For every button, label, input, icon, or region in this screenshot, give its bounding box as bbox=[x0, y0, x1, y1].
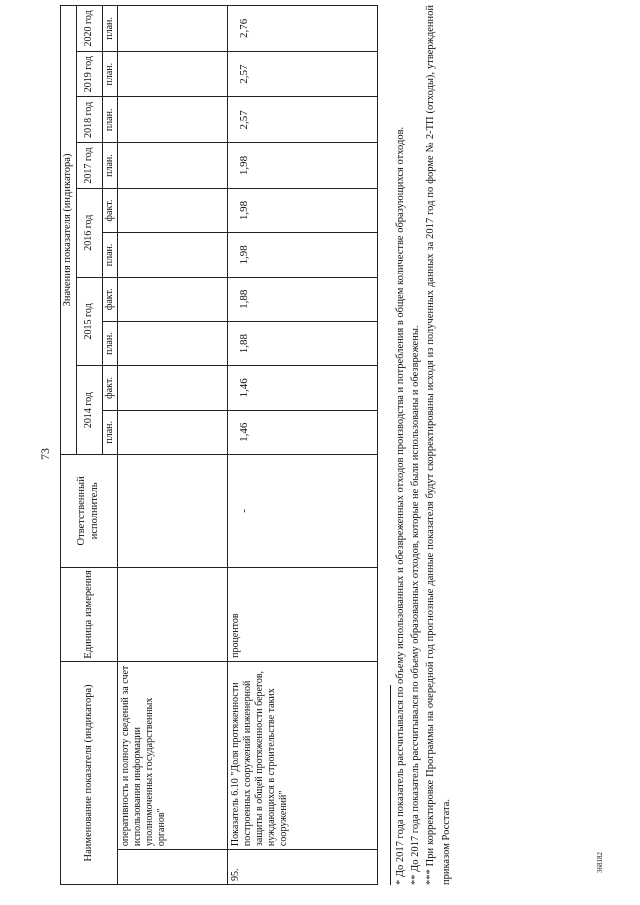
table-row bbox=[227, 6, 377, 885]
header-year-2015: 2015 год bbox=[76, 277, 102, 366]
value-cell bbox=[117, 366, 227, 410]
header-year-2019: 2019 год bbox=[76, 51, 102, 97]
value-cell bbox=[117, 6, 227, 52]
header-indicator-name: Наименование показателя (индикатора) bbox=[61, 661, 118, 884]
header-year-2014: 2014 год bbox=[76, 366, 102, 455]
value-cell: 2,76 bbox=[227, 6, 377, 52]
value-cell bbox=[117, 51, 227, 97]
header-fact: факт. bbox=[102, 188, 117, 232]
value-cell: 1,88 bbox=[227, 321, 377, 365]
footnote-1: * До 2017 года показатель рассчитывался по объему использованных и обезвреженных отходов производства и потребления в общем количестве образующихся отходов. bbox=[395, 126, 406, 885]
value-cell bbox=[117, 188, 227, 232]
header-year-2018: 2018 год bbox=[76, 97, 102, 143]
footnote-2: ** До 2017 года показатель рассчитывался по объему образованных отходов, которые не были использованы и обезврежены. bbox=[410, 325, 422, 885]
row-number bbox=[117, 850, 227, 885]
indicator-unit: процентов bbox=[227, 567, 377, 661]
header-plan: план. bbox=[102, 233, 117, 277]
footnote-separator bbox=[390, 685, 391, 885]
header-executor: Ответственный исполнитель bbox=[61, 454, 118, 567]
footnotes bbox=[390, 5, 454, 885]
value-cell bbox=[117, 143, 227, 189]
header-fact: факт. bbox=[102, 366, 117, 410]
header-plan: план. bbox=[102, 6, 117, 52]
header-fact: факт. bbox=[102, 277, 117, 321]
value-cell: 1,46 bbox=[227, 410, 377, 454]
page-number: 73 bbox=[38, 448, 52, 460]
value-cell bbox=[117, 321, 227, 365]
value-cell bbox=[117, 97, 227, 143]
header-year-2020: 2020 год bbox=[76, 6, 102, 52]
header-values: Значения показателя (индикатора) bbox=[61, 6, 77, 455]
header-plan: план. bbox=[102, 321, 117, 365]
header-unit: Единица измерения bbox=[61, 567, 118, 661]
indicator-executor bbox=[117, 454, 227, 567]
indicator-executor: - bbox=[227, 454, 377, 567]
header-plan: план. bbox=[102, 51, 117, 97]
value-cell bbox=[117, 410, 227, 454]
value-cell: 2,57 bbox=[227, 97, 377, 143]
value-cell: 1,98 bbox=[227, 233, 377, 277]
header-plan: план. bbox=[102, 143, 117, 189]
header-year-2016: 2016 год bbox=[76, 188, 102, 277]
value-cell: 1,98 bbox=[227, 188, 377, 232]
value-cell: 1,46 bbox=[227, 366, 377, 410]
indicator-name: Показатель 6.10 "Доля протяженности построенных сооружений инженерной защиты в общей протяженности берегов, нуждающихся в строительстве таких сооружений" bbox=[227, 661, 377, 849]
value-cell: 1,98 bbox=[227, 143, 377, 189]
header-plan: план. bbox=[102, 97, 117, 143]
value-cell: 2,57 bbox=[227, 51, 377, 97]
table-row bbox=[117, 6, 227, 885]
footnote-3: *** При корректировке Программы на очередной год прогнозные данные показателя будут скорректированы исходя из полученных данных за 2017 год по форме № 2-ТП (отходы), утвержденной приказом Росстата. bbox=[425, 5, 452, 885]
header-year-2017: 2017 год bbox=[76, 143, 102, 189]
indicator-name: оперативность и полноту сведений за счет использования информации уполномоченных государственных органов" bbox=[117, 661, 227, 849]
document-id: 368182 bbox=[596, 852, 604, 873]
rotated-page-content bbox=[48, 5, 640, 885]
indicators-table bbox=[60, 5, 378, 885]
value-cell bbox=[117, 233, 227, 277]
row-number: 95. bbox=[227, 850, 377, 885]
value-cell bbox=[117, 277, 227, 321]
header-plan: план. bbox=[102, 410, 117, 454]
indicator-unit bbox=[117, 567, 227, 661]
value-cell: 1,88 bbox=[227, 277, 377, 321]
